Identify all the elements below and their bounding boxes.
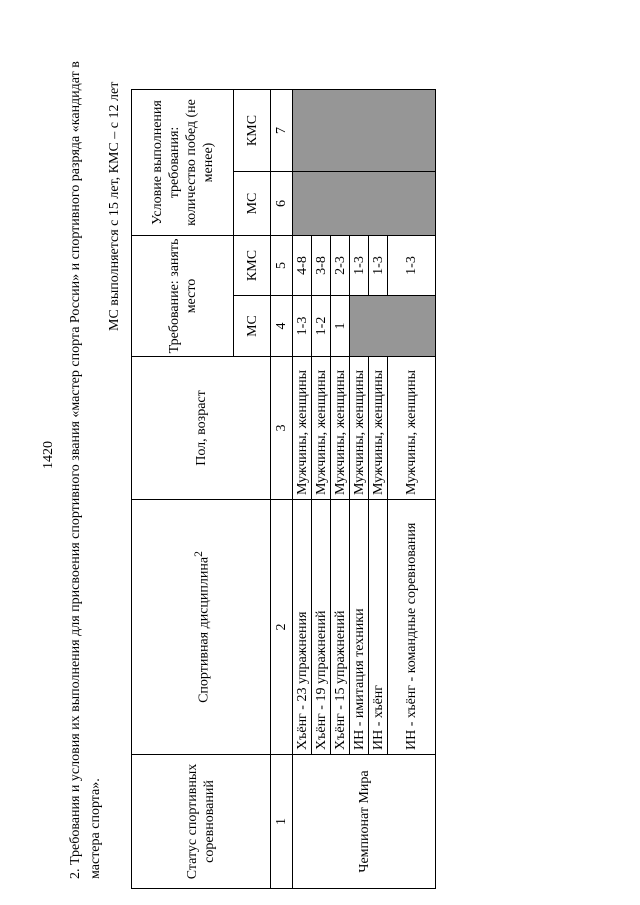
column-number: 5 — [271, 236, 293, 296]
discipline-cell: ИН - имитация техники — [350, 500, 369, 755]
discipline-cell: ИН - хъёнг — [369, 500, 388, 755]
column-number: 2 — [271, 500, 293, 755]
ms-wins-cell-shaded — [293, 172, 436, 236]
header-kms-place: КМС — [234, 236, 271, 296]
sex-cell: Мужчины, женщины — [331, 357, 350, 500]
discipline-cell: Хъёнг - 19 упражнений — [312, 500, 331, 755]
discipline-cell: ИН - хъёнг - командные соревнования — [388, 500, 436, 755]
sex-cell: Мужчины, женщины — [369, 357, 388, 500]
section-heading: 2. Требования и условия их выполнения для присвоения спортивного звания «мастер спорта России» и спортивного разряда «кандидат в мастера спорта». — [68, 61, 103, 879]
kms-wins-cell-shaded — [293, 90, 436, 172]
header-ms-wins: МС — [234, 172, 271, 236]
page-number: 1420 — [41, 441, 56, 469]
kms-place-cell: 2-3 — [331, 236, 350, 296]
kms-place-cell: 1-3 — [369, 236, 388, 296]
status-cell: Чемпионат Мира — [293, 755, 436, 889]
column-number: 6 — [271, 172, 293, 236]
sex-cell: Мужчины, женщины — [350, 357, 369, 500]
header-place-requirement: Требование: занять место — [132, 236, 234, 357]
requirements-table — [131, 89, 436, 889]
header-ms-place: МС — [234, 296, 271, 357]
kms-place-cell: 4-8 — [293, 236, 312, 296]
footnote-mark: 2 — [191, 551, 205, 557]
header-kms-wins: КМС — [234, 90, 271, 172]
ms-place-cell: 1 — [331, 296, 350, 357]
column-number: 1 — [271, 755, 293, 889]
header-discipline: Спортивная дисциплина$^2$ — [132, 500, 271, 755]
column-number: 7 — [271, 90, 293, 172]
kms-place-cell: 1-3 — [388, 236, 436, 296]
ms-place-cell-shaded — [350, 296, 436, 357]
discipline-cell: Хъёнг - 23 упражнения — [293, 500, 312, 755]
sex-cell: Мужчины, женщины — [293, 357, 312, 500]
age-note: МС выполняется с 15 лет, КМС – с 12 лет — [107, 81, 122, 331]
column-number: 4 — [271, 296, 293, 357]
discipline-cell: Хъёнг - 15 упражнений — [331, 500, 350, 755]
kms-place-cell: 3-8 — [312, 236, 331, 296]
kms-place-cell: 1-3 — [350, 236, 369, 296]
ms-place-cell: 1-2 — [312, 296, 331, 357]
column-number: 3 — [271, 357, 293, 500]
table-row — [293, 90, 312, 889]
header-status: Статус спортивных соревнований — [132, 755, 271, 889]
header-sex-age: Пол, возраст — [132, 357, 271, 500]
sex-cell: Мужчины, женщины — [312, 357, 331, 500]
ms-place-cell: 1-3 — [293, 296, 312, 357]
header-win-requirement: Условие выполнения требования: количество побед (не менее) — [132, 90, 234, 236]
sex-cell: Мужчины, женщины — [388, 357, 436, 500]
